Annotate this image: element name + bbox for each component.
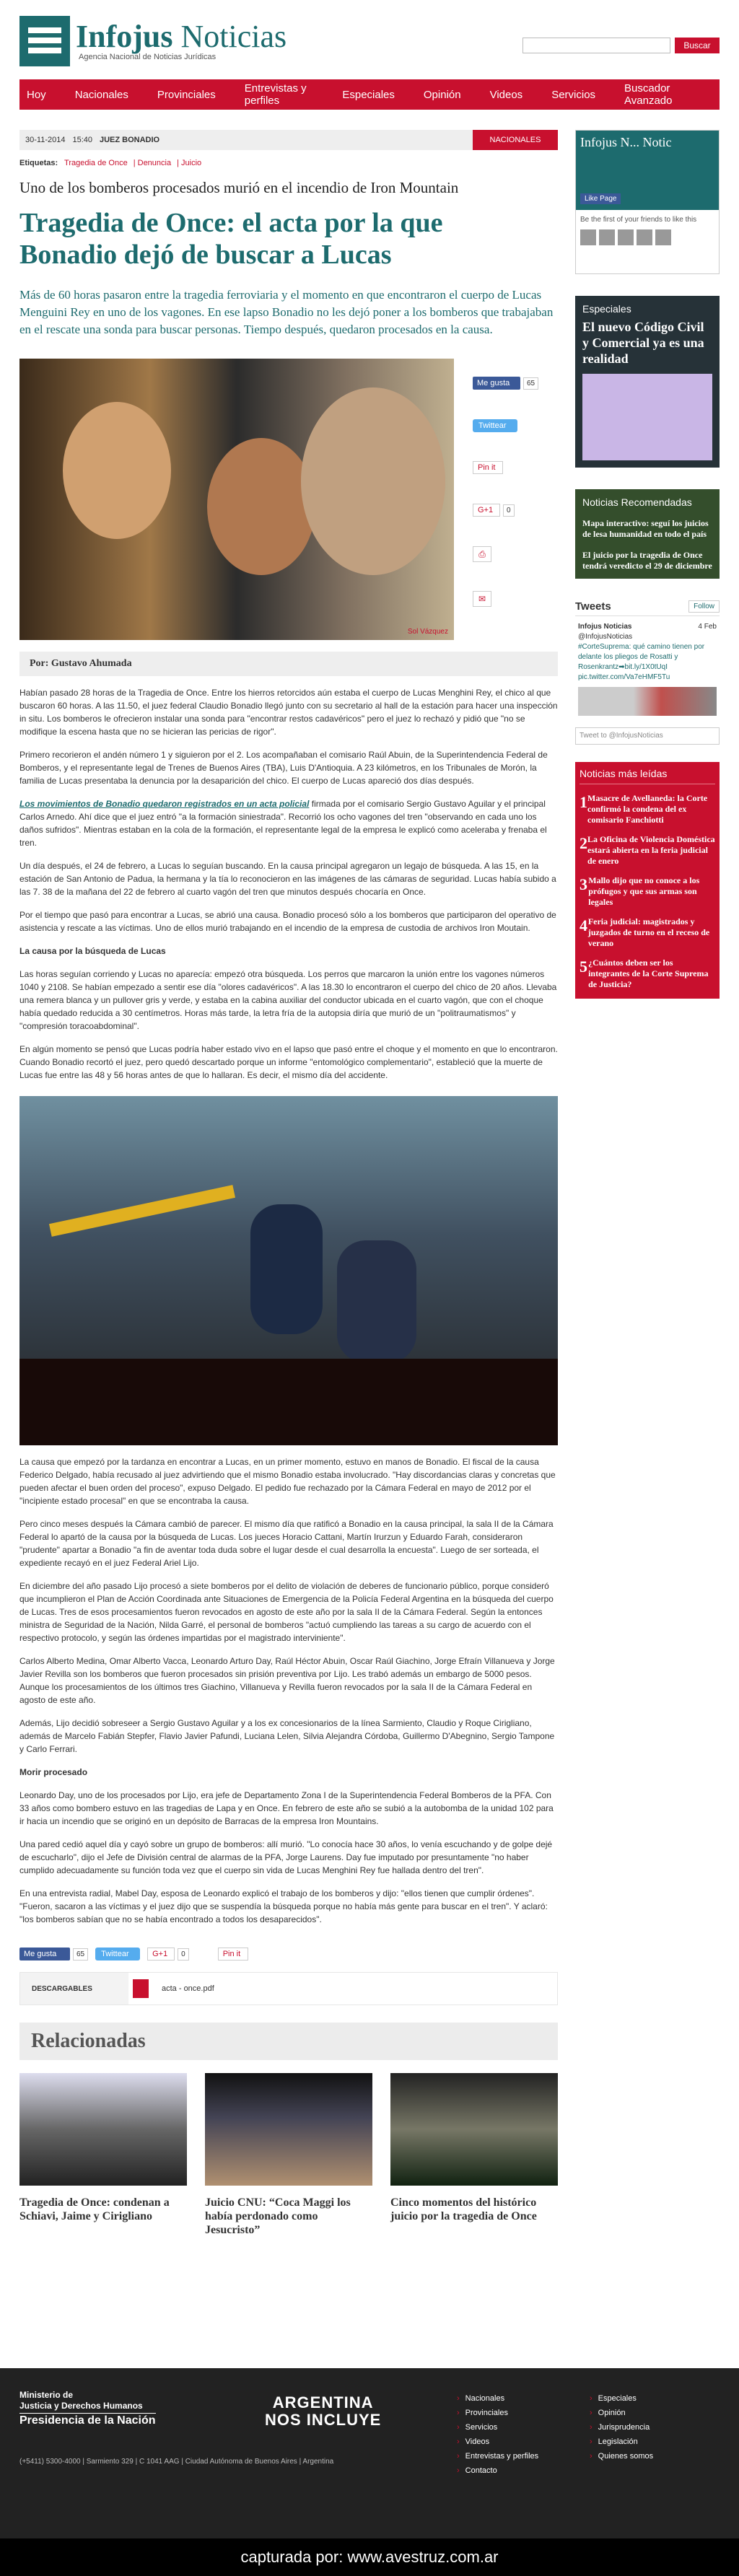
footer-link[interactable]: › Quienes somos <box>590 2449 653 2463</box>
logo-icon <box>19 16 70 66</box>
most-read-item[interactable]: 5 ¿Cuántos deben ser los integrantes de la Corte Suprema de Justicia? <box>580 958 715 990</box>
pdf-icon <box>133 1979 149 1998</box>
paragraph: Leonardo Day, uno de los procesados por Lijo, era jefe de Departamento Zona I de la Superintendencia Federal Bomberos de la PFA. Con 33 años como bombero estuvo en las tragedias de Lapa y en Once. En febrero de este año se subió a la autobomba de la unidad 102 para ir hacia un incendio que se originó en un depósito de Barracas de la empresa Iron Mountains. <box>19 1790 554 1826</box>
related-image[interactable] <box>205 2073 372 2186</box>
date-bar <box>19 130 558 150</box>
article-column <box>19 130 558 2237</box>
recomendadas-title: Noticias Recomendadas <box>582 496 692 508</box>
follow-button[interactable]: Follow <box>688 600 720 613</box>
avatar <box>637 229 652 245</box>
footer-link[interactable]: › Provinciales <box>457 2406 538 2420</box>
subheading: Morir procesado <box>19 1767 88 1777</box>
especiales-title: Especiales <box>582 303 631 315</box>
nav-item-especiales[interactable]: Especiales <box>342 88 395 101</box>
article-author: Por: Gustavo Ahumada <box>19 652 558 676</box>
fb-page-name[interactable]: Infojus N... Notic <box>580 135 672 149</box>
share-column <box>454 359 558 640</box>
especiales-image[interactable] <box>582 374 712 460</box>
footer <box>0 2368 739 2538</box>
paragraph: Además, Lijo decidió sobreseer a Sergio Gustavo Aguilar y a los ex concesionarios de la línea Sarmiento, Claudio y Roque Cirigliano, además de Marcelo Fabián Stepfer, Flavio Javier Pafundi, Luciana Lelen, Silvia Alejandra Córdoba, Guillermo D'Abegnino, Sergio Tampone y Carlo Ferrari. <box>19 1718 555 1754</box>
share-bar <box>19 1946 558 1962</box>
recomendadas-box <box>575 489 720 579</box>
nav-item-buscador-avanzado[interactable]: Buscador Avanzado <box>624 82 673 107</box>
paragraph: Primero recorieron el andén número 1 y siguieron por el 2. Los acompañaban el comisario Raúl Abuin, de la Superintendencia Federal de Bomberos, y el representante legal de Trenes de Buenos Aires (TBA), Luis D'Antioquia. A 23 kilómetros, en los Tribunales de Morón, la familia de Lucas presentaba la denuncia por la desaparición del chico. El cuerpo de Lucas apareció dos días después. <box>19 750 548 786</box>
tag-link[interactable]: Juicio <box>181 159 202 167</box>
subheading: La causa por la búsqueda de Lucas <box>19 946 166 956</box>
argentina-nos-incluye-logo <box>265 2394 381 2429</box>
slogan-line: ARGENTINA <box>272 2393 374 2411</box>
facebook-like-button[interactable]: Me gusta <box>19 1948 70 1961</box>
email-icon[interactable]: ✉ <box>473 591 491 607</box>
main-nav <box>19 79 720 110</box>
downloads-label: DESCARGABLES <box>32 1984 92 1993</box>
most-read-text[interactable]: Mallo dijo que no conoce a los prófugos y que sus armas son legales <box>588 875 700 907</box>
footer-link[interactable]: › Servicios <box>457 2420 538 2435</box>
article-time: 15:40 <box>72 136 92 144</box>
most-read-text[interactable]: Feria judicial: magistrados y juzgados de turno en el receso de verano <box>587 916 710 948</box>
footer-link[interactable]: › Opinión <box>590 2406 653 2420</box>
most-read-title: Noticias más leídas <box>580 768 715 784</box>
related-item-title[interactable]: Tragedia de Once: condenan a Schiavi, Jaime y Cirigliano <box>19 2196 170 2222</box>
article-kicker: Uno de los bomberos procesados murió en el incendio de Iron Mountain <box>19 179 459 196</box>
footer-link[interactable]: › Jurisprudencia <box>590 2420 653 2435</box>
related-image[interactable] <box>19 2073 187 2186</box>
paragraph: firmada por el comisario Sergio Gustavo Aguilar y el principal Carlos Arnedo. Ahí dice que el juez entró "a la formación siniestrada". Recorrió los ocho vagones del tren "observando en cada uno los daños sufridos". Mientras estaban en la cola de la formación, el representante legal de la empresa le explicó como aceleraba y frenaba el tren. <box>19 799 547 848</box>
recomendada-item[interactable]: El juicio por la tragedia de Once tendrá veredicto el 29 de diciembre <box>582 550 712 571</box>
tweet-date: 4 Feb <box>698 623 717 631</box>
footer-link[interactable]: › Especiales <box>590 2391 653 2406</box>
most-read-text[interactable]: ¿Cuántos deben ser los integrantes de la Corte Suprema de Justicia? <box>588 958 709 989</box>
especiales-box[interactable] <box>575 296 720 468</box>
facebook-count: 65 <box>523 377 538 390</box>
nav-item-videos[interactable]: Videos <box>489 88 523 101</box>
most-read-item[interactable]: 4 Feria judicial: magistrados y juzgados de turno en el receso de verano <box>580 916 715 949</box>
related-item[interactable] <box>19 2073 187 2237</box>
paragraph: Carlos Alberto Medina, Omar Alberto Vacca, Leonardo Arturo Day, Raúl Héctor Abuin, Oscar Raúl Giachino, Jorge Efraín Villanueva y Jorge Javier Revilla son los bomberos que fueron procesados sin prisión preventiva por Lijo. Les trabó además un embargo de 5000 pesos. Aunque los procesamientos de los últimos tres Giachino, Villanueva y Revilla fueron revocados por la sala II de la Cámara Federal en agosto de este año. <box>19 1656 555 1705</box>
footer-links-a <box>457 2391 538 2478</box>
footer-link[interactable]: › Videos <box>457 2435 538 2449</box>
related-title: Relacionadas <box>19 2023 558 2060</box>
nav-item-hoy[interactable]: Hoy <box>27 88 46 101</box>
tag-link[interactable]: Denuncia <box>137 159 172 167</box>
pinterest-button[interactable]: Pin it <box>473 461 503 474</box>
google-plus-button[interactable]: G+1 <box>473 504 500 517</box>
related-item-title[interactable]: Cinco momentos del histórico juicio por la tragedia de Once <box>390 2196 537 2222</box>
related-item[interactable] <box>205 2073 372 2237</box>
tags: Etiquetas: Tragedia de Once | Denuncia | Juicio <box>19 159 202 167</box>
paragraph: Un día después, el 24 de febrero, a Lucas lo seguían buscando. En la causa principal agregaron un legajo de búsqueda. A las 15, en la estación de San Antonio de Padua, la hermana y la tía lo reconocieron en las imágenes de las cámaras de seguridad. Lucas había subido a las 7. 38 de la mañana del 22 de febrero al cuarto vagón del tren que minutos después chocaría en Once. <box>19 861 556 897</box>
google-plus-count: 0 <box>178 1948 189 1961</box>
related-item[interactable] <box>390 2073 558 2237</box>
ministry-line: Ministerio de <box>19 2390 74 2400</box>
tweets-title: Tweets <box>575 600 611 613</box>
print-icon[interactable]: ⎙ <box>473 546 491 562</box>
article-title: Tragedia de Once: el acta por la que Bonadio dejó de buscar a Lucas <box>19 208 443 270</box>
most-read-text[interactable]: La Oficina de Violencia Doméstica estará abierta en la feria judicial de enero <box>587 834 715 866</box>
avatar <box>655 229 671 245</box>
rescue-photo <box>19 1096 558 1445</box>
avatar <box>618 229 634 245</box>
nav-item-servicios[interactable]: Servicios <box>551 88 596 101</box>
nav-item-nacionales[interactable]: Nacionales <box>74 88 128 101</box>
footer-link[interactable]: › Entrevistas y perfiles <box>457 2449 538 2463</box>
especiales-headline[interactable]: El nuevo Código Civil y Comercial ya es una realidad <box>582 320 704 366</box>
ministry-logo[interactable] <box>19 2390 156 2426</box>
nav-item-entrevistas[interactable]: Entrevistas y perfiles <box>244 82 307 107</box>
tweet-user[interactable]: Infojus Noticias <box>578 623 632 631</box>
paragraph: Las horas seguían corriendo y Lucas no aparecía: empezó otra búsqueda. Los perros que marcaron la unión entre los vagones números 1040 y 2108. Se habían empezado a sentir ese día "olores cadavéricos". A las 18.30 lo encontraron el cuerpo del chico de 20 años. Llevaba una remera blanca y un pullover gris y verde, y estaba en la cabina auxiliar del conductor ubicada en el cuarto vagón, que con el choque había quedado reducida a 30 centímetros. Horas más tarde, la letra fría de la autopsia diría que murió de un "politraumatismos" y "compresión toracoabdominal". <box>19 969 557 1031</box>
twitter-widget <box>575 600 720 745</box>
paragraph: Una pared cedió aquel día y cayó sobre un grupo de bomberos: allí murió. "Lo conocía hace 30 años, lo venía escuchando y de golpe dejé de escucharlo", dijo el Jefe de División central de alarmas de la PFA, Jorge Laurens. Day fue imputado por presuntamente "no haber cumplido adecuadamente su función toda vez que el cuerpo sin vida de Lucas Menghini Rey fue hallada dentro del tren". <box>19 1839 553 1875</box>
related-image[interactable] <box>390 2073 558 2186</box>
search-form <box>522 38 720 53</box>
paragraph: En una entrevista radial, Mabel Day, esposa de Leonardo explicó el trabajo de los bomberos y dijo: "ellos tienen que cumplir órdenes". "Fueron, sacaron a las víctimas y el juez dijo que se suspendía la búsqueda porque no había más gente para buscar en el tren". Y aclaró: "los bomberos sabían que no se había encontrado a todos los desaparecidos". <box>19 1888 548 1924</box>
tag-link[interactable]: Tragedia de Once <box>64 159 128 167</box>
most-read-item[interactable]: 2 La Oficina de Violencia Doméstica estará abierta en la feria judicial de enero <box>580 834 715 866</box>
pinterest-button[interactable]: Pin it <box>218 1948 248 1961</box>
related-list <box>19 2073 558 2237</box>
recomendada-item[interactable]: Mapa interactivo: seguí los juicios de lesa humanidad en todo el país <box>582 518 709 539</box>
twitter-button[interactable]: Twittear <box>95 1948 140 1961</box>
logo-title-a: Infojus <box>76 19 173 54</box>
section-badge[interactable]: NACIONALES <box>473 130 558 150</box>
downloads-box <box>19 1972 558 2005</box>
paragraph: En diciembre del año pasado Lijo procesó a siete bomberos por el delito de violación de deberes de funcionario público, porque consideró que incumplieron el Plan de Acción Coordinada ante Situaciones de Emergencia de la Policía Federal Argentina en la búsqueda del cuerpo de Lucas. Tres de esos procesamientos fueron revocados en agosto de este año por la sala II de la Cámara Federal. Según la entonces ministra de Seguridad de la Nación, Nilda Garré, el personal de bomberos "actuó cumpliendo las tareas a su cargo de acuerdo con el respectivo protocolo, y según las órdenes impartidas por el magistrado interviniente". <box>19 1581 554 1643</box>
nav-item-provinciales[interactable]: Provinciales <box>157 88 216 101</box>
paragraph: En algún momento se pensó que Lucas podría haber estado vivo en el lapso que pasó entre el choque y el momento en que lo encontraron. Cuando Bonadio recortó el juez, pero quedó descartado porque un informe "entomológico complementario", estableció que la muerte de Lucas fue entre las 48 y 56 horas antes de que lo hallaran. Es decir, el mismo día del accidente. <box>19 1044 558 1080</box>
related-item-title[interactable]: Juicio CNU: “Coca Maggi los había perdonado como Jesucristo” <box>205 2196 351 2236</box>
article-section: JUEZ BONADIO <box>99 136 160 144</box>
download-item[interactable] <box>128 1973 557 2005</box>
logo-subtitle: Agencia Nacional de Noticias Jurídicas <box>79 53 217 61</box>
facebook-widget <box>575 130 720 274</box>
tags-label: Etiquetas: <box>19 159 58 167</box>
header <box>19 0 720 79</box>
nav-item-opinion[interactable]: Opinión <box>423 88 461 101</box>
fb-friends <box>576 229 719 245</box>
most-read-item[interactable]: 1 Masacre de Avellaneda: la Corte confirmó la condena del ex comisario Fanchiotti <box>580 793 715 825</box>
footer-link[interactable]: › Legislación <box>590 2435 653 2449</box>
ministry-line: Presidencia de la Nación <box>19 2414 156 2427</box>
ministry-line: Justicia y Derechos Humanos <box>19 2401 143 2411</box>
download-filename[interactable]: acta - once.pdf <box>162 1984 214 1993</box>
article-photo <box>19 359 454 640</box>
footer-link[interactable]: › Nacionales <box>457 2391 538 2406</box>
acta-link[interactable]: Los movimientos de Bonadio quedaron registrados en un acta policial <box>19 799 310 809</box>
logo-title-b: Noticias <box>180 19 287 54</box>
google-plus-count: 0 <box>503 504 515 517</box>
twitter-button[interactable]: Twittear <box>473 419 517 432</box>
fb-text: Be the first of your friends to like this <box>580 216 697 224</box>
footer-links-b <box>590 2391 653 2463</box>
capture-caption: capturada por: www.avestruz.com.ar <box>0 2538 739 2576</box>
tweet-input[interactable]: Tweet to @InfojusNoticias <box>575 727 720 745</box>
article-body <box>19 686 558 1926</box>
article-lead: Más de 60 horas pasaron entre la tragedia ferroviaria y el momento en que encontraron el cuerpo de Lucas Menguini Rey en uno de los vagones. En ese lapso Bonadio no les dejó poner a los bomberos que trabajaban en el rescate una sonda para buscar personas. Tiempo después, quedaron procesados en la causa. <box>19 288 554 336</box>
facebook-like-button[interactable]: Me gusta <box>473 377 520 390</box>
photo-credit: Sol Vázquez <box>407 628 448 636</box>
paragraph: Habían pasado 28 horas de la Tragedia de Once. Entre los hierros retorcidos aún estaba el cuerpo de Lucas Menghini Rey, el chico al que buscaron 60 horas. A las 11.50, el juez federal Claudio Bonadio llegó junto con su secretario al hall de la estación para hacer una inspección in situ. Los bomberos le ofrecieron instalar una sonda para "encontrar restos cadavéricos" pero el juez lo rechazó y pidió que "no se modifique la escena hasta que no se hicieran las pericias de rigor". <box>19 688 558 737</box>
search-button[interactable]: Buscar <box>675 38 720 53</box>
paragraph: Pero cinco meses después la Cámara cambió de parecer. El mismo día que ratificó a Bonadio en la causa principal, la sala II de la Cámara Federal lo apartó de la causa por la búsqueda de Lucas. Los jueces Horacio Cattani, Martín Irurzun y Eduardo Farah, consideraron "prudente" apartar a Bonadio "a fin de aventar toda duda sobre el lugar desde el cual desarrolla la encuesta". Luego de ser sorteada, el expediente recayó en el juez Federal Ariel Lijo. <box>19 1519 554 1568</box>
footer-link[interactable]: › Contacto <box>457 2463 538 2478</box>
article-date: 30-11-2014 <box>25 136 66 144</box>
most-read-text[interactable]: Masacre de Avellaneda: la Corte confirmó la condena del ex comisario Fanchiotti <box>587 793 708 825</box>
fb-like-page-button[interactable]: Like Page <box>580 193 621 204</box>
avatar <box>599 229 615 245</box>
site-logo[interactable] <box>19 16 287 66</box>
paragraph: Por el tiempo que pasó para encontrar a Lucas, se abrió una causa. Bonadio procesó sólo a los bomberos que participaron del operativo de asistencia y rescate a las víctimas. Uno de ellos murió trabajando en el incendio de la empresa de custodia de archivos Iron Moutain. <box>19 910 556 933</box>
sidebar <box>575 130 720 2237</box>
google-plus-button[interactable]: G+1 <box>147 1948 175 1961</box>
tweet-text[interactable]: #CorteSuprema: qué camino tienen por delante los pliegos de Rosatti y Rosenkrantz➡bit.ly/1X0tUqI pic.twitter.com/Va7eHMF5Tu <box>578 643 705 681</box>
most-read-box <box>575 762 720 999</box>
paragraph: La causa que empezó por la tardanza en encontrar a Lucas, en un primer momento, estuvo en manos de Bonadio. El fiscal de la causa Federico Delgado, había recusado al juez advirtiendo que el mismo Bonadio estaba involucrado. "Hay discordancias claras y concretas que pueden afectar el buen orden del proceso", expuso Delgado. El pedido fue rechazado por la Cámara Federal en mayo de 2012 por el "incipiente estado procesal" en que se encontraba la causa. <box>19 1457 556 1506</box>
tweet-image[interactable] <box>578 687 717 716</box>
slogan-line: NOS INCLUYE <box>265 2411 382 2429</box>
most-read-item[interactable]: 3 Mallo dijo que no conoce a los prófugos y que sus armas son legales <box>580 875 715 908</box>
tweet <box>575 616 720 722</box>
search-input[interactable] <box>522 38 670 53</box>
avatar <box>580 229 596 245</box>
facebook-count: 65 <box>73 1948 88 1961</box>
tweet-handle[interactable]: @InfojusNoticias <box>578 633 633 641</box>
footer-address: (+5411) 5300-4000 | Sarmiento 329 | C 1041 AAG | Ciudad Autónoma de Buenos Aires | Argentina <box>19 2458 334 2466</box>
